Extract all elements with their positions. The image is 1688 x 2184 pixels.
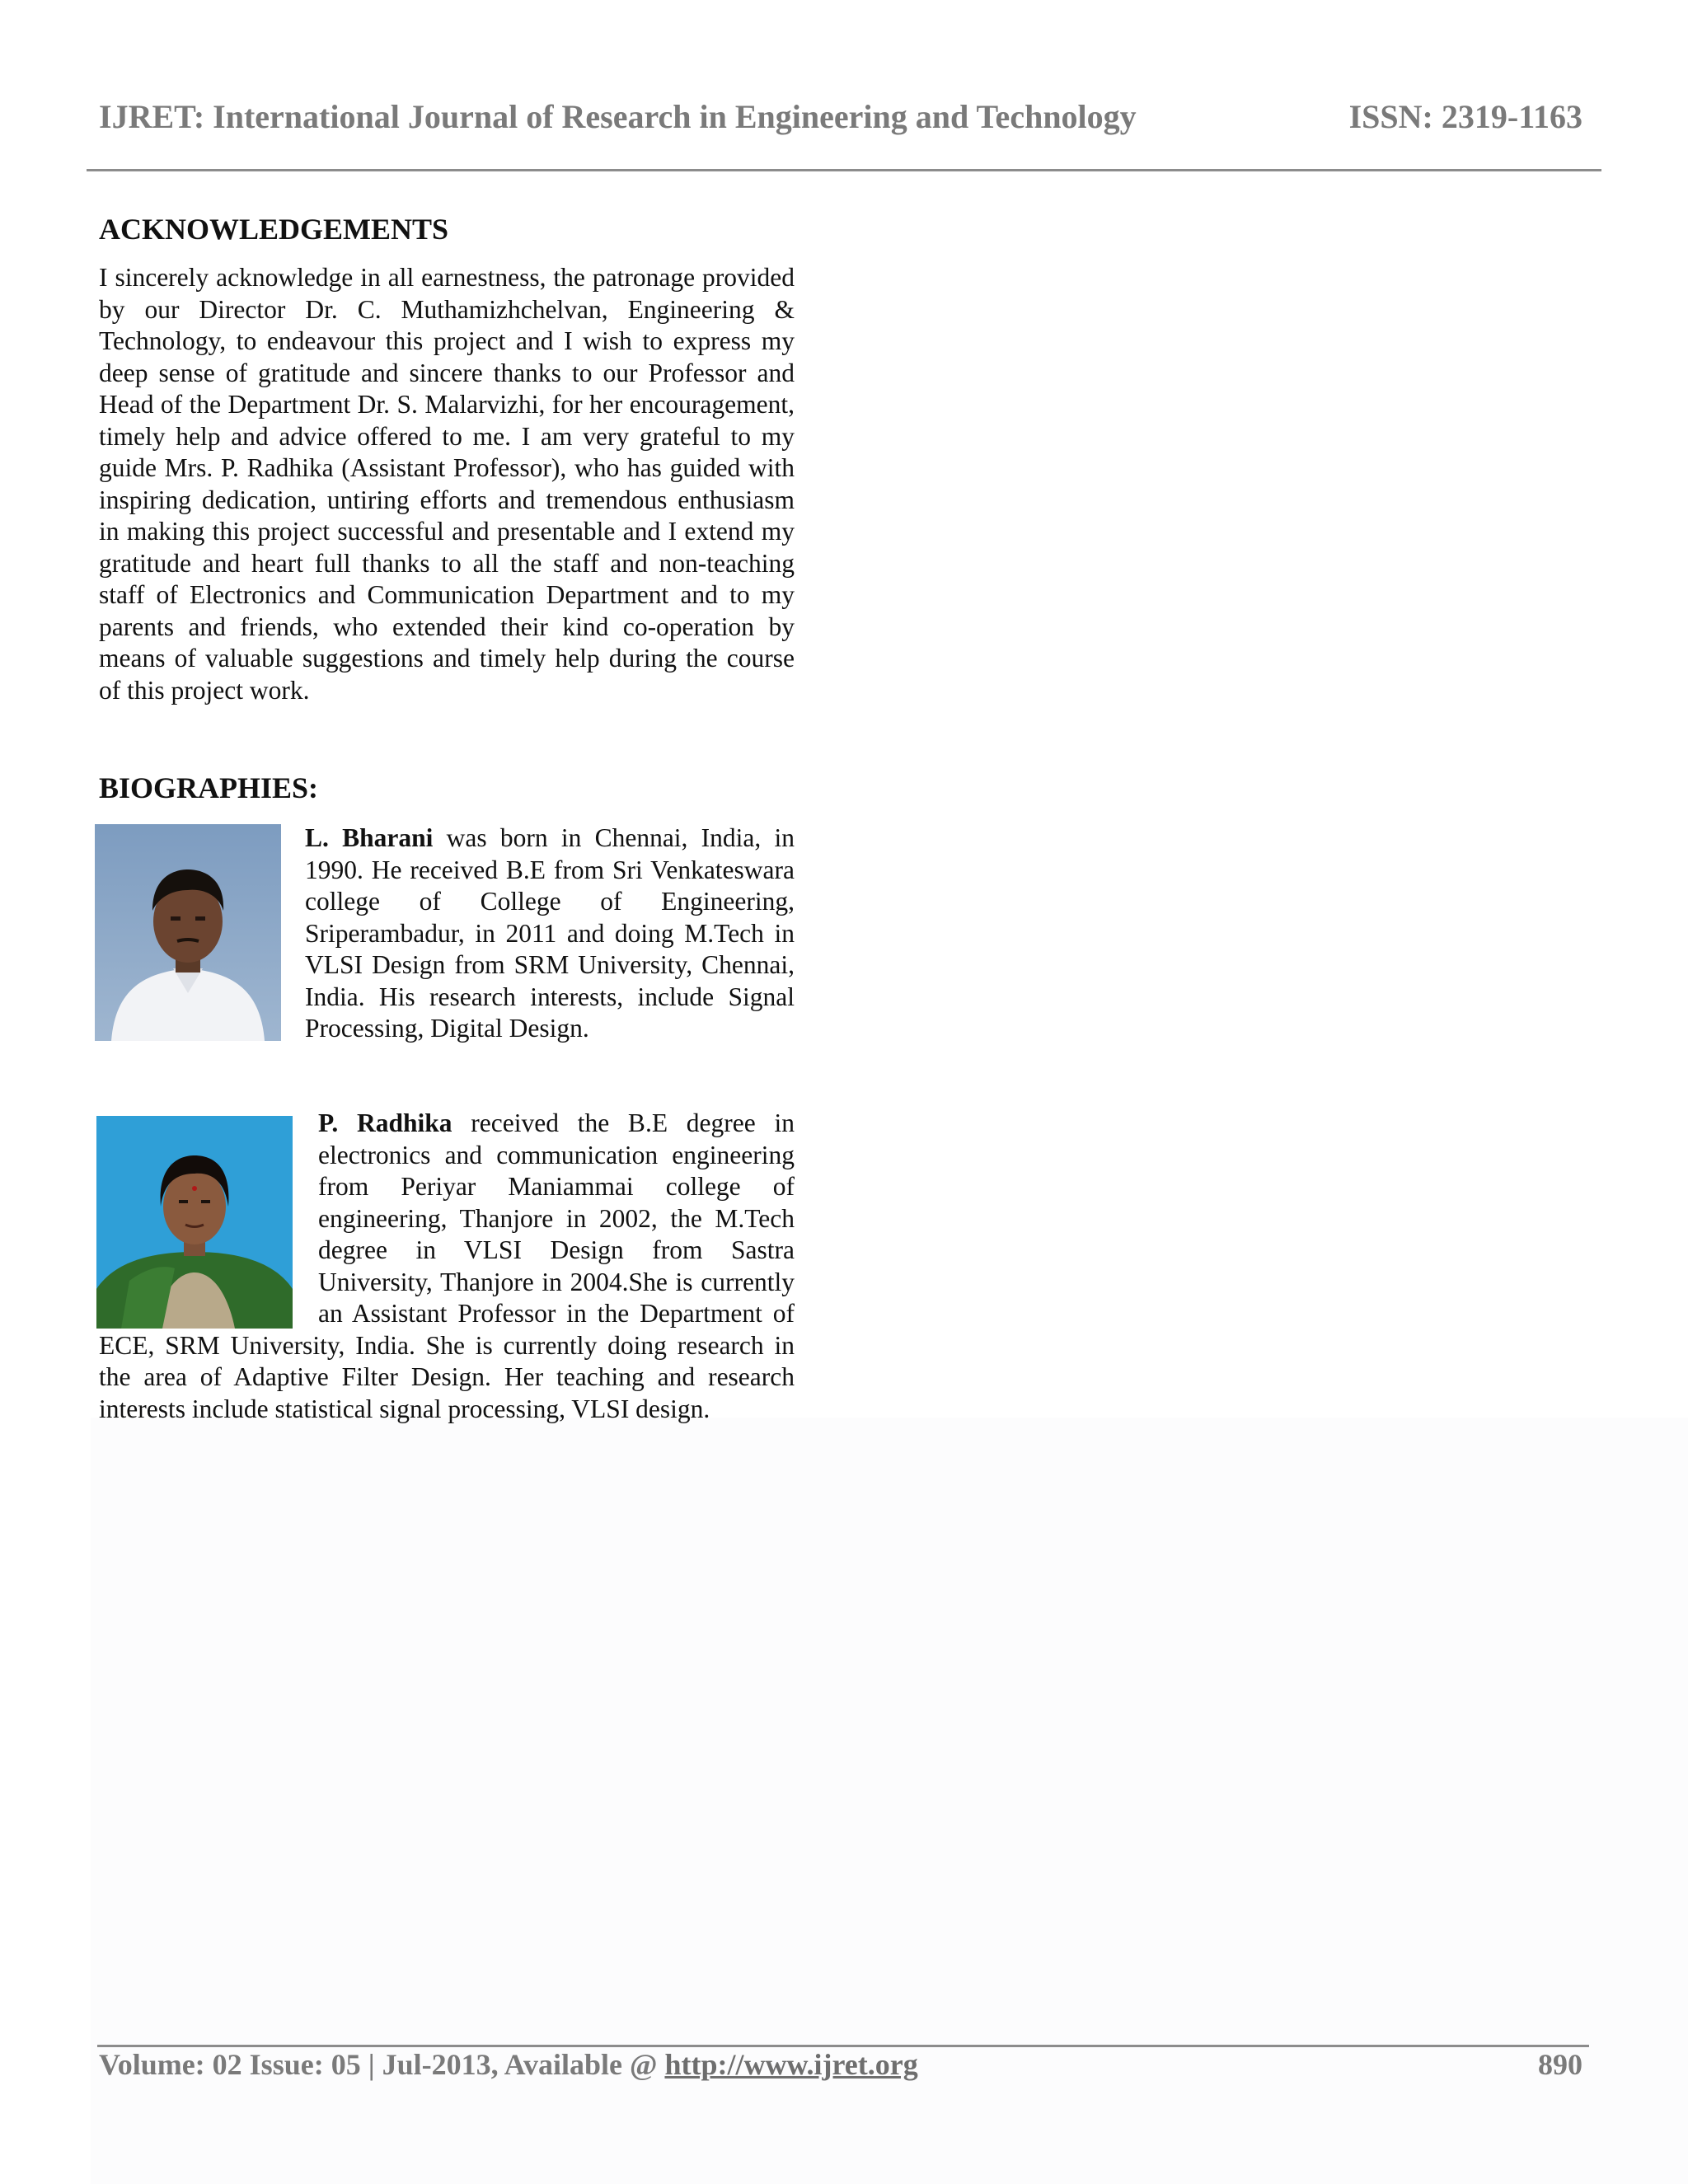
running-footer [99,2047,1582,2088]
footer-volume-line [99,2047,918,2082]
page-number: 890 [1538,2048,1582,2081]
photo-float-space [99,823,305,1041]
biography-radhika [99,1108,795,1425]
biography-text: was born in Chennai, India, in 1990. He received B.E from Sri Venkateswara college of College of Engineering, Sriperambadur, in 2011 and doing M.Tech in VLSI Design from SRM University, Chennai, India. His research interests, include Signal Processing, Digital Design. [305,823,795,1043]
acknowledgements-section [99,211,795,247]
biography-bharani [99,823,795,1045]
biography-name: L. Bharani [305,823,434,852]
journal-link[interactable]: http://www.ijret.org [664,2048,918,2081]
issn: ISSN: 2319-1163 [1348,98,1582,135]
photo-float-space [99,1108,318,1327]
acknowledgements-body-wrap [99,262,795,706]
biography-text: received the B.E degree in electronics and communication engineering from Periyar Maniammai college of engineering, Thanjore in 2002, the M.Tech degree in VLSI Design from Sastra University, Thanjore in 2004.She is currently an Assistant Professor in the Department of ECE, SRM University, India. She is currently doing research in the area of Adaptive Filter Design. Her teaching and research interests include statistical signal processing, VLSI design. [99,1108,795,1423]
biography-paragraph [99,1108,795,1425]
journal-title: IJRET: International Journal of Research in Engineering and Technology [99,98,1137,135]
biography-paragraph [99,823,795,1045]
footer-volume: Volume: 02 Issue: 05 | Jul-2013, Available @ [99,2048,665,2081]
biographies-heading: BIOGRAPHIES: [99,771,319,804]
acknowledgements-paragraph: I sincerely acknowledge in all earnestness, the patronage provided by our Director Dr. C. Muthamizhchelvan, Engineering & Technology, to endeavour this project and I wish to express my deep sense of gratitude and sincere thanks to our Professor and Head of the Department Dr. S. Malarvizhi, for her encouragement, timely help and advice offered to me. I am very grateful to my guide Mrs. P. Radhika (Assistant Professor), who has guided with inspiring dedication, untiring efforts and tremendous enthusiasm in making this project successful and presentable and I extend my gratitude and heart full thanks to all the staff and non-teaching staff of Electronics and Communication Department and to my parents and friends, who extended their kind co-operation by means of valuable suggestions and timely help during the course of this project work. [99,263,795,705]
acknowledgements-heading: ACKNOWLEDGEMENTS [99,213,449,246]
running-header [99,97,1582,147]
biography-name: P. Radhika [318,1108,452,1137]
header-rule [87,169,1601,171]
biographies-section [99,770,795,806]
